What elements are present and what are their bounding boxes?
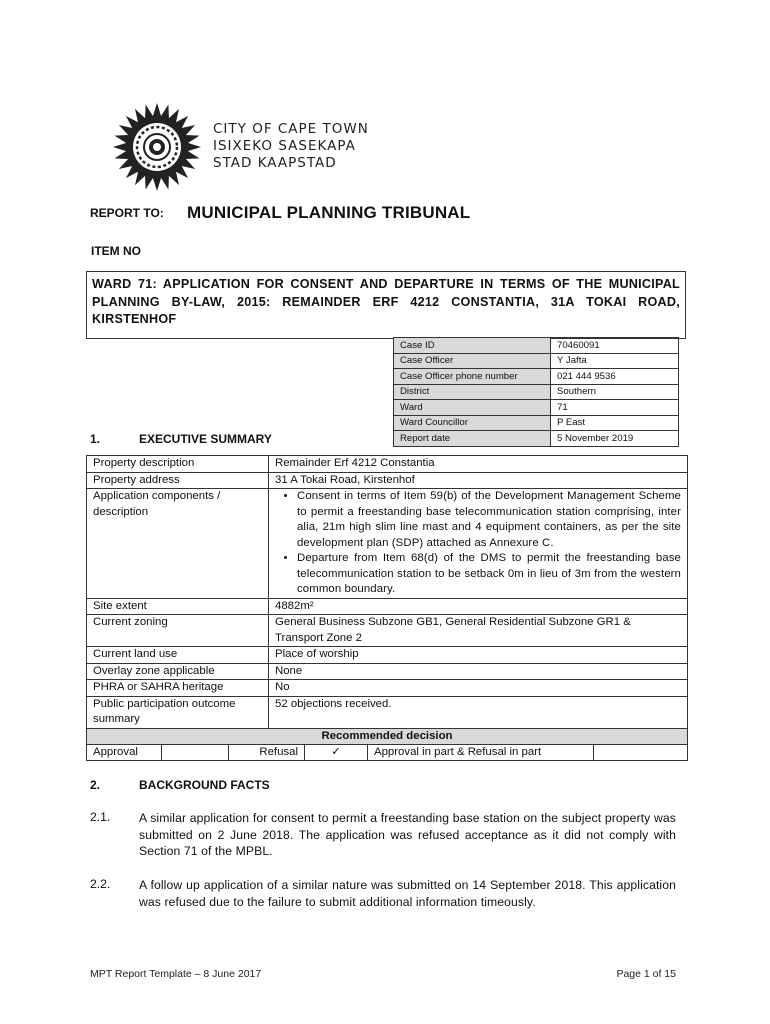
table-row (394, 431, 679, 447)
components-list (275, 489, 681, 598)
paragraph-text: A similar application for consent to permit a freestanding base station on the subject property was submitted on 2 June 2018. The application was refused acceptance as it did not comply with Section 71 of the MPBL. (139, 811, 676, 858)
seal-ray (152, 103, 162, 119)
report-to-label: REPORT TO: (90, 206, 164, 220)
row-value: Remainder Erf 4212 Constantia (269, 456, 688, 473)
case-info-value: 71 (551, 400, 679, 416)
seal-ray (113, 142, 129, 152)
row-label: Property description (87, 456, 269, 473)
decision-options (87, 745, 688, 761)
decision-partial-label: Approval in part & Refusal in part (368, 745, 594, 760)
case-info-value: 5 November 2019 (551, 431, 679, 447)
city-seal-logo (107, 101, 207, 193)
paragraph-text: A follow up application of a similar nature was submitted on 14 September 2018. This application was refused due to the failure to submit additional information timeously. (139, 878, 676, 909)
case-info-value: Y Jafta (551, 353, 679, 369)
row-value: 52 objections received. (269, 696, 688, 728)
case-info-label: Case Officer (394, 353, 551, 369)
case-info-label: Case ID (394, 338, 551, 354)
row-label: Current land use (87, 647, 269, 664)
footer-template-label: MPT Report Template – 8 June 2017 (90, 968, 262, 980)
case-info-value: P East (551, 415, 679, 431)
table-row (87, 456, 688, 473)
table-row (394, 338, 679, 354)
case-info-table (393, 337, 679, 447)
decision-refusal-check: ✓ (305, 745, 368, 760)
row-label: Application components / description (87, 489, 269, 599)
row-label: Property address (87, 472, 269, 489)
table-row (394, 415, 679, 431)
table-row (87, 598, 688, 615)
row-value: No (269, 680, 688, 697)
executive-summary-table (86, 455, 688, 761)
table-row (87, 647, 688, 664)
table-row (87, 489, 688, 599)
seal-ray (185, 142, 201, 152)
recommended-decision-header: Recommended decision (87, 728, 688, 745)
paragraph-number: 2.1. (90, 810, 111, 824)
list-item: • Departure from Item 68(d) of the DMS to permit the freestanding base telecommunication station to be setback 0m in lieu of 3m from the western common boundary. (297, 551, 681, 598)
table-row (87, 728, 688, 745)
case-info-label: District (394, 384, 551, 400)
table-row (394, 400, 679, 416)
item-no-label: ITEM NO (91, 244, 141, 258)
row-label: Overlay zone applicable (87, 663, 269, 680)
table-row (394, 369, 679, 385)
decision-approval-label: Approval (87, 745, 162, 760)
row-value: Place of worship (269, 647, 688, 664)
decision-refusal-label: Refusal (229, 745, 305, 760)
report-to-value: MUNICIPAL PLANNING TRIBUNAL (187, 203, 471, 222)
section-1-number: 1. (90, 432, 101, 446)
case-info-value: 70460091 (551, 338, 679, 354)
row-value: 31 A Tokai Road, Kirstenhof (269, 472, 688, 489)
table-row (87, 615, 688, 647)
table-row (87, 696, 688, 728)
table-row (87, 472, 688, 489)
list-item: • Consent in terms of Item 59(b) of the Development Management Scheme to permit a freestanding base telecommunication station comprising, inter alia, 21m high slim line mast and 4 equipment containers, as per the site development plan (SDP) attached as Annexure C. (297, 489, 681, 551)
case-info-value: Southern (551, 384, 679, 400)
case-info-value: 021 444 9536 (551, 369, 679, 385)
org-name-xhosa: ISIXEKO SASEKAPA (213, 138, 356, 154)
case-info-label: Report date (394, 431, 551, 447)
case-info-label: Ward Councillor (394, 415, 551, 431)
seal-ray (152, 175, 162, 191)
row-value: General Business Subzone GB1, General Residential Subzone GR1 & Transport Zone 2 (269, 615, 688, 647)
row-value: 4882m² (269, 598, 688, 615)
row-label: Current zoning (87, 615, 269, 647)
table-row (87, 745, 688, 761)
org-name-afrikaans: STAD KAAPSTAD (213, 155, 337, 171)
row-value (269, 489, 688, 599)
table-row (87, 680, 688, 697)
org-name-english: CITY OF CAPE TOWN (213, 121, 369, 137)
case-info-label: Ward (394, 400, 551, 416)
section-2-title: BACKGROUND FACTS (139, 778, 270, 792)
table-row (394, 384, 679, 400)
row-value: None (269, 663, 688, 680)
row-label: Site extent (87, 598, 269, 615)
section-2-number: 2. (90, 778, 101, 792)
table-row (394, 353, 679, 369)
table-row (87, 663, 688, 680)
report-title-box: WARD 71: APPLICATION FOR CONSENT AND DEPARTURE IN TERMS OF THE MUNICIPAL PLANNING BY-LAW, 2015: REMAINDER ERF 4212 CONSTANTIA, 31A TOKAI ROAD, KIRSTENHOF (86, 271, 686, 339)
row-label: PHRA or SAHRA heritage (87, 680, 269, 697)
section-1-title: EXECUTIVE SUMMARY (139, 432, 272, 446)
case-info-label: Case Officer phone number (394, 369, 551, 385)
row-label: Public participation outcome summary (87, 696, 269, 728)
paragraph-number: 2.2. (90, 877, 111, 891)
decision-approval-box (162, 745, 229, 760)
footer-page-number: Page 1 of 15 (616, 968, 676, 980)
